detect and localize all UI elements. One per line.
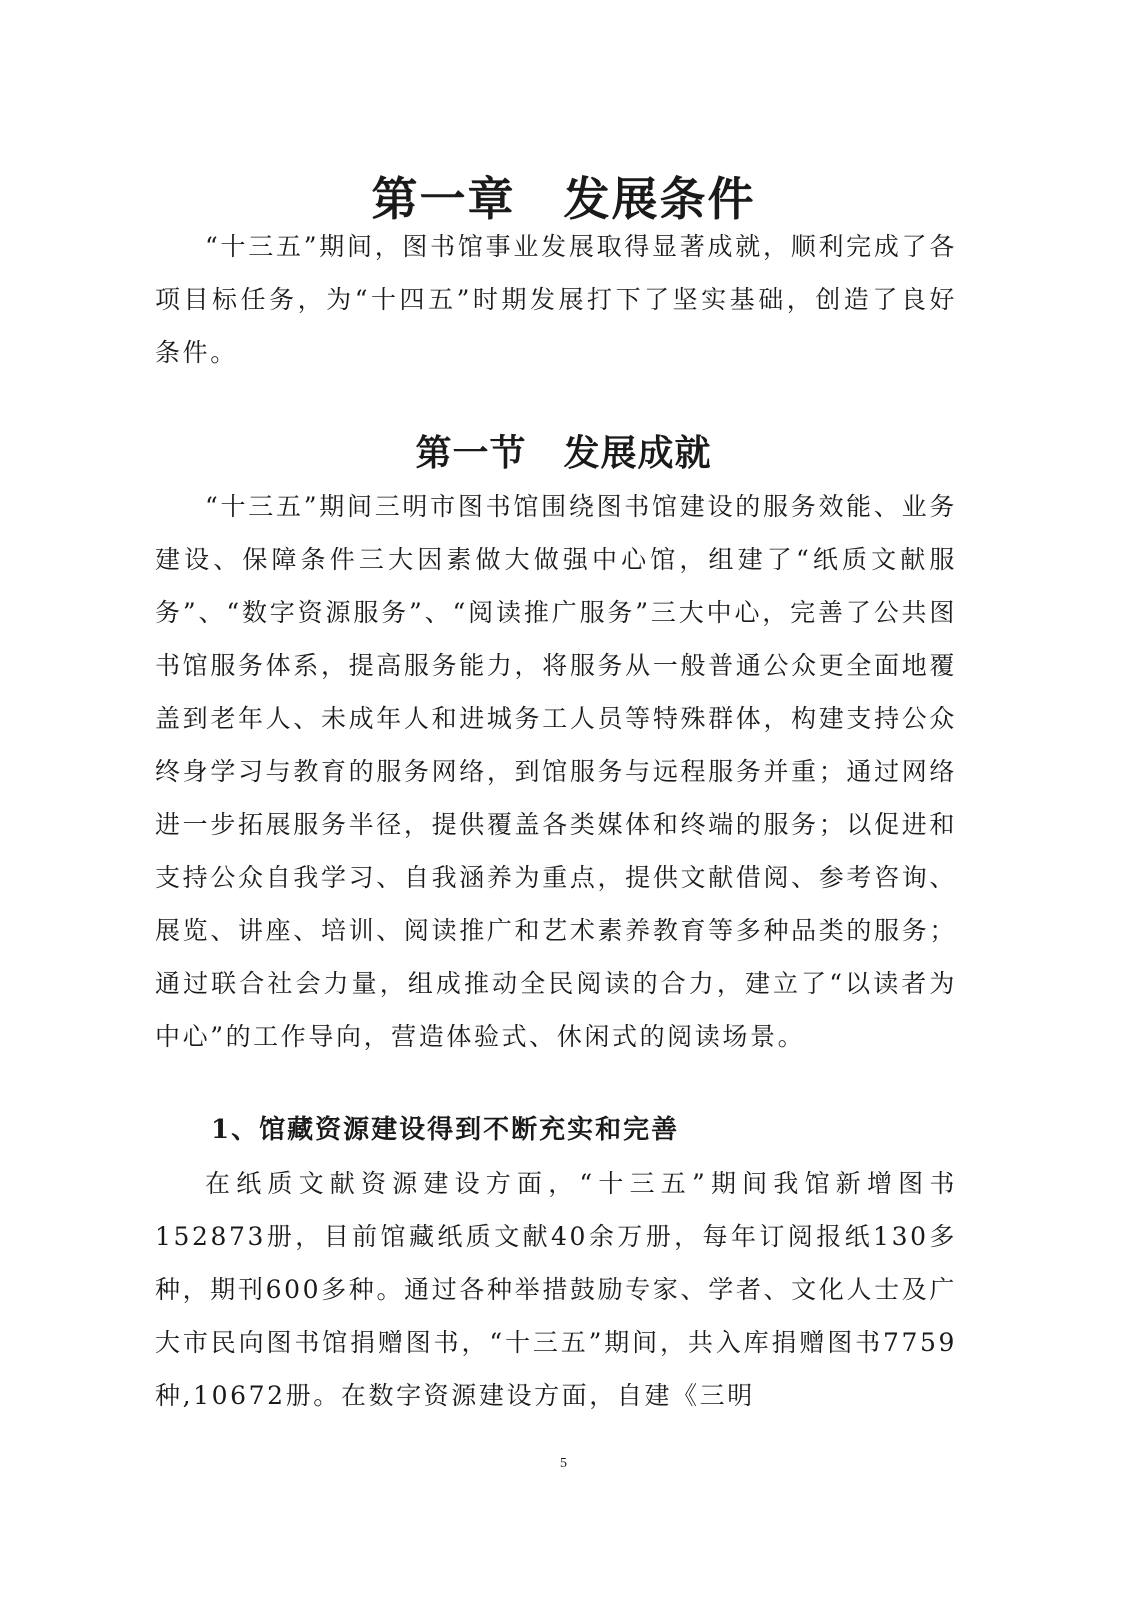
chapter-title: 第一章 发展条件: [371, 171, 756, 226]
collection-paragraph: 在纸质文献资源建设方面，“十三五”期间我馆新增图书152873册，目前馆藏纸质文献40余万册，每年订阅报纸130多种，期刊600多种。通过各种举措鼓励专家、学者、文化人士及广大市民向图书馆捐赠图书，“十三五”期间，共入库捐赠图书7759种,10672册。在数字资源建设方面，自建《三明: [155, 1169, 957, 1410]
achievement-paragraph: “十三五”期间三明市图书馆围绕图书馆建设的服务效能、业务建设、保障条件三大因素做大做强中心馆，组建了“纸质文献服务”、“数字资源服务”、“阅读推广服务”三大中心，完善了公共图书馆服务体系，提高服务能力，将服务从一般普通公众更全面地覆盖到老年人、未成年人和进城务工人员等特殊群体，构建支持公众终身学习与教育的服务网络，到馆服务与远程服务并重；通过网络进一步拓展服务半径，提供覆盖各类媒体和终端的服务；以促进和支持公众自我学习、自我涵养为重点，提供文献借阅、参考咨询、展览、讲座、培训、阅读推广和艺术素养教育等多种品类的服务；通过联合社会力量，组成推动全民阅读的合力，建立了“以读者为中心”的工作导向，营造体验式、休闲式的阅读场景。: [155, 492, 957, 1051]
subheading: 1、馆藏资源建设得到不断充实和完善: [211, 1115, 680, 1145]
section-title: 第一节 发展成就: [415, 431, 712, 474]
page-number: 5: [560, 1456, 567, 1471]
intro-paragraph: “十三五”期间，图书馆事业发展取得显著成就，顺利完成了各项目标任务，为“十四五”时期发展打下了坚实基础，创造了良好条件。: [155, 232, 957, 367]
